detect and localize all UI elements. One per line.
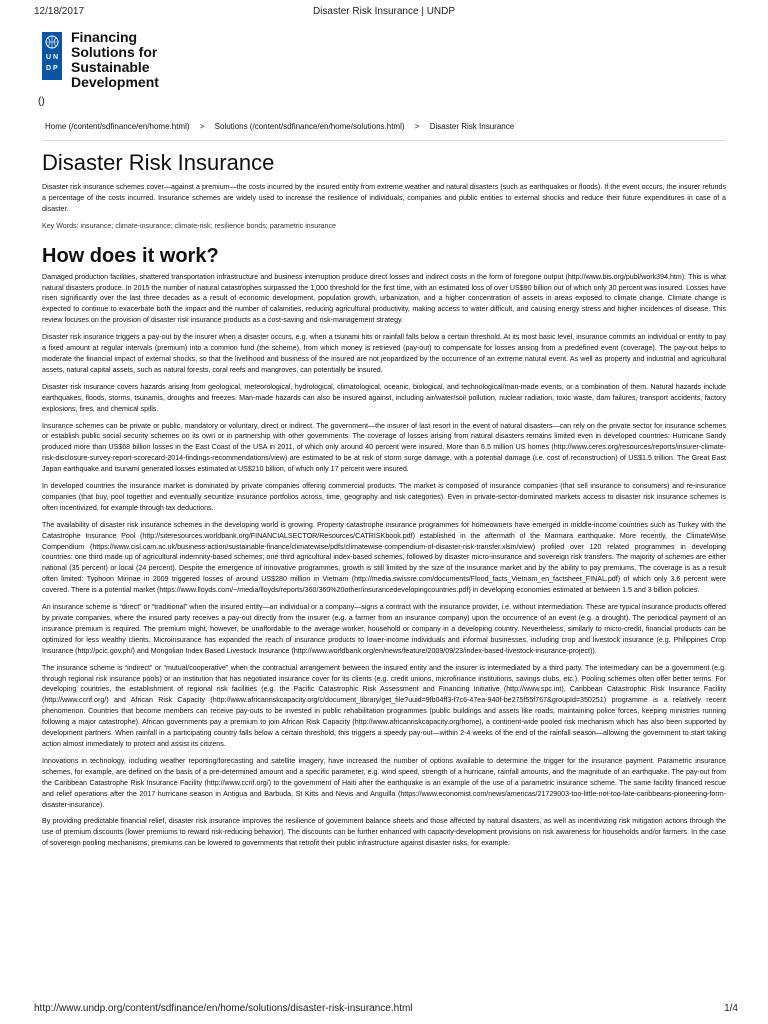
print-date: 12/18/2017 — [34, 6, 85, 17]
main-content — [42, 150, 726, 855]
body-paragraph: The insurance scheme is “indirect” or “mutual/cooperative” when the contractual arrangement between the insured entity and the insurer is intermediated by a third party. The intermediary can be a government (e.g. through regional risk insurance pools) or an institution that has negotiated insurance cover for its clients (e.g. credit unions, microfinance institutions, savings clubs, etc.). Pooling schemes often offer better terms. For developing countries, the establishment of regional risk facilities (e.g. the Pacific Catastrophic Risk Assessment and Financing Initiative (http://www.spc.int), Caribbean Catastrophic Risk Insurance Facility (http://www.ccrif.org/) and African Risk Capacity (http://www.africanriskcapacity.org/c/document_library/get_file?uuid=9fb04ff3-f7c6-47ea-940f-be275f55f767&groupId=350251) programme is a relatively recent phenomenon. Countries that become members can receive pay-outs to be invested in public rehabilitation programmes (public buildings and assets like roads, maintaining police forces, keeping ministries running following a major catastrophe). African governments pay a premium to join African Risk Capacity (http://www.africanriskcapacity.org/home), a continent-wide pooled risk mechanism which has also been supported by development partners. When rainfall in a participating country falls below a certain threshold, this triggers a speedy pay-out—within 2-4 weeks of the end of the rainfall season—allowing the government to start taking action almost immediately to protect and assist its citizens. — [42, 663, 726, 748]
print-header — [30, 4, 738, 20]
brand-line: Sustainable — [71, 59, 150, 75]
chevron-right-icon: > — [414, 122, 420, 131]
keywords: Key Words: insurance; climate-insurance; climate-risk; resilience bonds; parametric insurance — [42, 221, 336, 230]
undp-logo-icon[interactable] — [42, 32, 62, 80]
chevron-right-icon: > — [199, 122, 205, 131]
divider — [42, 140, 726, 141]
intro-paragraph: Disaster risk insurance schemes cover—against a premium—the costs incurred by the insured entity from extreme weather and natural disasters (such as earthquakes or floods). If the event occurs, the insurer refunds a percentage of the costs incurred. Insurance schemes are widely used to increase the resilience of individuals, companies and public entities to external shocks and reduce their future expenditures in case of a disaster. — [42, 183, 726, 213]
body-paragraph: Disaster risk insurance triggers a pay-out by the insurer when a disaster occurs, e.g. when a tsunami hits or rainfall falls below a certain threshold. At its most basic level, insurance commits an individual or entity to pay a fixed amount at regular intervals (premium) into a common fund (the scheme), from which money is retrieved (pay-out) to compensate for losses arising from a predefined event (coverage). The pay-out helps to moderate the financial impact of external shocks, so that the livelihood and business of the insured are not jeopardized by the occurrence of an extreme natural event. As well as property and industrial and agricultural assets, natural capital assets, such as natural forests, coral reefs and mangroves, can potentially be insured. — [42, 333, 726, 374]
body-paragraph: By providing predictable financial relief, disaster risk insurance improves the resilience of government balance sheets and those affected by natural disasters, as well as incentivizing risk mitigation actions through the use of premium discounts (lower premiums to reward risk-reducing behavior). The discounts can be further enhanced with capacity-development provisions on risk awareness for households and/or farmers. In the case of sovereign pooling mechanisms, premiums can be lowered to governments that retrofit their public infrastructure against disaster risks, for example. — [42, 817, 726, 848]
brand-line: Solutions for — [71, 44, 158, 60]
svg-text:U: U — [46, 54, 52, 61]
section-title: How does it work? — [42, 244, 219, 267]
body-paragraph: Insurance schemes can be private or public, mandatory or voluntary, direct or indirect. The government—the insurer of last resort in the event of natural disasters—can rely on the private sector for insurance schemes or establish public social security schemes on its own or in partnership with other governments. The coverage of losses arising from natural disasters remains limited even in developed countries: Hurricane Sandy produced more than US$68 billion losses in the East Coast of the USA in 2011, of which only around 40 percent were insured. More than 6.5 million US homes (http://www.ceres.org/resources/reports/insurer-climate-risk-disclosure-survey-report-scorecard-2014-findings-recommendations/view) are estimated to be at risk of storm surge damage, with a potential damage (i.e. cost of reconstruction) of US$1.5 trillion. The Great East Japan earthquake and tsunami generated losses estimated at US$210 billion, of which only 17 percent were insured. — [42, 421, 726, 474]
body-paragraph: An insurance scheme is “direct” or “traditional” when the insured entity—an individual or a company—signs a contract with the insurance provider, i.e. without intermediation. These are typical insurance products offered by private companies, where the insured party receives a pay-out directly from the insurer (e.g. a farmer from an insurance company) upon the occurrence of an event (e.g. a drought). The periodical payment of an insurance premium is required. The premium might, however, be unaffordable to the average worker, household or company in a developing country. Nevertheless, similarly to micro-credit, financial products can be optimized for less wealthy clients. Microinsurance has expanded the reach of insurance products to lower-income individuals and informal businesses, including crop and livestock insurance (e.g. Philippines Crop Insurance (http://pcic.gov.ph/) and Mongolian Index Based Livestock Insurance (http://www.worldbank.org/en/news/feature/2009/09/23/index-based-livestock-insurance-project)). — [42, 603, 726, 655]
empty-link[interactable]: () — [38, 96, 45, 107]
body-paragraph: Disaster risk insurance covers hazards arising from geological, meteorological, hydrological, climatological, oceanic, biological, and technological/man-made events, or a combination of them. Natural hazards include earthquakes, floods, storms, tsunamis, droughts and freezes. Man-made hazards can also be insured against, including air/water/soil pollution, nuclear radiation, toxic waste, dam failures, transport accidents, factory explosions, fires, and chemical spills. — [42, 382, 726, 413]
breadcrumb-solutions-link[interactable]: Solutions (/content/sdfinance/en/home/solutions.html) — [214, 122, 405, 131]
print-url: http://www.undp.org/content/sdfinance/en/home/solutions/disaster-risk-insurance.html — [34, 1003, 413, 1014]
page-number: 1/4 — [724, 1003, 738, 1014]
brand-line: Financing — [71, 29, 138, 45]
svg-text:P: P — [53, 65, 58, 72]
print-title: Disaster Risk Insurance | UNDP — [312, 6, 456, 17]
body-paragraph: Damaged production facilities, shattered transportation infrastructure and business interruption produce direct losses and indirect costs in the form of foregone output (http://www.bis.org/publ/work394.htm). This is what natural disasters produce. In 2015 the number of natural catastrophes surpassed the 1,000 threshold for the first time, with an estimated loss of over US$90 billion out of which only 30 percent was insured. Losses have risen significantly over the last three decades as a result of economic development, population growth, urbanization, and a higher concentration of assets in areas exposed to climate change. Climate change is expected to continue to exacerbate both the impact and the number of calamities, reducing agricultural productivity, making access to water difficult, and causing energy stress and higher incidences of disease. This review focuses on the provision of disaster risk insurance products as a cost-saving and risk-management strategy. — [42, 272, 726, 325]
brand-line: Development — [71, 74, 159, 90]
svg-text:D: D — [46, 65, 52, 72]
breadcrumb — [45, 122, 514, 131]
page-title: Disaster Risk Insurance — [42, 150, 275, 175]
breadcrumb-current: Disaster Risk Insurance — [429, 122, 515, 131]
body-paragraph: The availability of disaster risk insurance schemes in the developing world is growing. Property catastrophe insurance programmes for homeowners have emerged in middle-income countries such as Turkey with the Catastrophe Insurance Pool (http://siteresources.worldbank.org/FINANCIALSECTOR/Resources/CATRISKbook.pdf) established in the aftermath of the Marmara earthquake. More recently, the ClimateWise Compendium (https://www.cisl.cam.ac.uk/business-action/sustainable-finance/climatewise/pdfs/climatewise-compendium-of-disaster-risk-transfer.xlsm/view) profiled over 120 related programmes in developing countries: one third made up of agricultural indemnity-based schemes; one third agricultural index-based schemes, followed by disaster micro-insurance and sovereign risk transfers. The majority of schemes are either national (35 percent) or local (24 percent). Despite the emergence of innovative programmes, growth is still limited by the size of the insurance market and by the ability to pay premiums. The coverage is as a result often limited: Typhoon Mirinae in 2009 triggered losses of around US$280 million in Vietnam (http://media.swissre.com/documents/Flood_facts_Vietnam_en_factsheet_FINAL.pdf) of which only 3.6 percent were covered. There is a potential market (https://www.lloyds.com/~/media/lloyds/reports/360/360%20other/insurancedevelopingcountries.pdf) in developing economies estimated at between 1.5 and 3 billion policies. — [42, 520, 726, 595]
breadcrumb-home-link[interactable]: Home (/content/sdfinance/en/home.html) — [45, 122, 190, 131]
site-brand[interactable] — [71, 30, 159, 90]
body-paragraph: Innovations in technology, including weather reporting/forecasting and satellite imagery, have increased the number of options available to determine the trigger for the insurance payment. Parametric insurance schemes, for example, are defined on the basis of a pre-determined amount and a specific parameter, e.g. wind speed, strength of a hurricane, rainfall amounts, and the magnitude of an earthquake. The pay-out from the Caribbean Catastrophe Risk Insurance Facility (http://www.ccrif.org/) to the government of Haiti after the earthquake is an example of the use of a parametric insurance scheme. The same facility financed rescue and relief operations after the 2017 hurricane season in Antigua and Barbuda, St Kitts and Nevis and Anguilla (https://www.economist.com/news/americas/21729003-too-little-not-too-late-caribbeans-pioneering-form-disaster-insurance). — [42, 756, 726, 809]
body-paragraph: In developed countries the insurance market is dominated by private companies offering commercial products. The market is composed of insurance companies (that sell insurance to consumers) and re-insurance companies (that buy, pool together and eventually securitize insurance portfolios across, time, geography and risk categories). Even in private-sector-dominated markets access to disaster risk insurance schemes is often incentivized, for example through tax deductions. — [42, 482, 726, 512]
svg-text:N: N — [53, 54, 59, 61]
print-footer — [34, 1003, 738, 1014]
